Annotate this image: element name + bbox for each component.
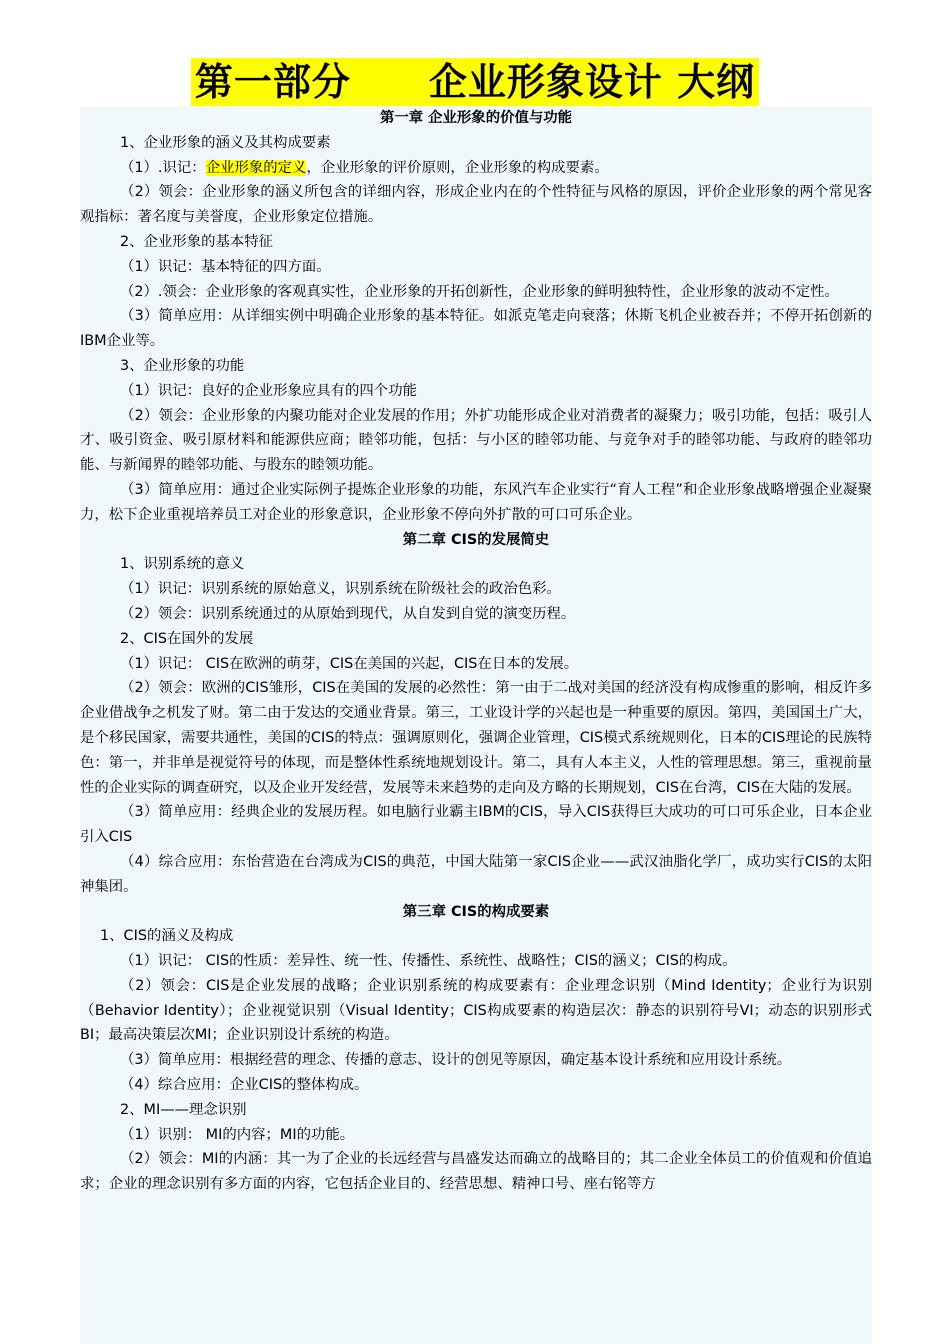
document-body (80, 106, 872, 1344)
highlighted-text: 企业形象的定义 (205, 159, 307, 176)
ch1-s1-item-2: （2）领会：企业形象的涵义所包含的详细内容，形成企业内在的个性特征与风格的原因，评价企业形象的两个常见客观指标：著名度与美誉度，企业形象定位措施。 (80, 184, 872, 226)
ch1-s2-item-1: （1）识记：基本特征的四方面。 (120, 258, 331, 275)
ch2-s2-item-1: （1）识记： CIS在欧洲的萌芽，CIS在美国的兴起，CIS在日本的发展。 (120, 655, 579, 672)
ch1-s3-item-3: （3）简单应用：通过企业实际例子提炼企业形象的功能，东风汽车企业实行“育人工程”和企业形象战略增强企业凝聚力，松下企业重视培养员工对企业的形象意识，企业形象不停向外扩散的可口可乐企业。 (80, 481, 872, 523)
ch3-section-2: 2、MI——理念识别 (120, 1101, 247, 1118)
chapter-2-heading: 第二章 CIS的发展简史 (402, 531, 550, 548)
ch3-s2-item-2: （2）领会：MI的内涵：其一为了企业的长远经营与昌盛发达而确立的战略目的；其二企业全体员工的价值观和价值追求；企业的理念识别有多方面的内容，它包括企业目的、经营思想、精神口号、座右铭等方 (80, 1151, 872, 1193)
document-title: 第一部分 企业形象设计 大纲 (191, 58, 759, 106)
ch2-s2-item-3: （3）简单应用：经典企业的发展历程。如电脑行业霸主IBM的CIS，导入CIS获得巨大成功的可口可乐企业，日本企业引入CIS (80, 804, 872, 846)
chapter-3-heading: 第三章 CIS的构成要素 (402, 903, 550, 920)
ch1-section-3: 3、企业形象的功能 (120, 357, 245, 374)
ch2-s2-item-4: （4）综合应用：东怡营造在台湾成为CIS的典范，中国大陆第一家CIS企业——武汉油脂化学厂，成功实行CIS的太阳神集团。 (80, 853, 872, 895)
ch1-section-1: 1、企业形象的涵义及其构成要素 (120, 134, 331, 151)
chapter-1-heading: 第一章 企业形象的价值与功能 (379, 110, 573, 126)
ch1-section-2: 2、企业形象的基本特征 (120, 233, 274, 250)
ch1-s3-item-1: （1）识记：良好的企业形象应具有的四个功能 (120, 382, 417, 399)
ch1-s2-item-3: （3）简单应用：从详细实例中明确企业形象的基本特征。如派克笔走向衰落；休斯飞机企业被吞并；不停开拓创新的IBM企业等。 (80, 308, 872, 350)
ch3-s1-item-4: （4）综合应用：企业CIS的整体构成。 (120, 1077, 369, 1094)
ch3-section-1: 1、CIS的涵义及构成 (100, 928, 234, 945)
ch2-s1-item-2: （2）领会：识别系统通过的从原始到现代，从自发到自觉的演变历程。 (120, 605, 576, 622)
ch3-s1-item-3: （3）简单应用：根据经营的理念、传播的意志、设计的创见等原因，确定基本设计系统和应用设计系统。 (120, 1052, 792, 1069)
ch3-s1-item-2: （2）领会：CIS是企业发展的战略；企业识别系统的构成要素有：企业理念识别（Mind Identity；企业行为识别（Behavior Identity）；企业视觉识别（Visual Identity；CIS构成要素的构造层次：静态的识别符号VI；动态的识别形式 BI；最高决策层次MI；企业识别设计系统的构造。 (80, 977, 872, 1044)
ch2-s2-item-2: （2）领会：欧洲的CIS雏形，CIS在美国的发展的必然性：第一由于二战对美国的经济没有构成惨重的影响，相反许多企业借战争之机发了财。第二由于发达的交通业背景。第三，工业设计学的兴起也是一种重要的原因。第四，美国国土广大，是个移民国家，需要共通性，美国的CIS的特点：强调原则化，强调企业管理，CIS模式系统规则化，日本的CIS理论的民族特色：第一，并非单是视觉符号的体现，而是整体性系统地规划设计。第二，具有人本主义，人性的管理思想。第三，重视前量性的企业实际的调查研究，以及企业开发经营，发展等未来趋势的走向及方略的长期规划，CIS在台湾，CIS在大陆的发展。 (80, 680, 872, 796)
ch1-s1-item-1-prefix: （1）.识记： (120, 159, 206, 176)
title-wrap (0, 58, 950, 106)
ch1-s1-item-1-suffix: ，企业形象的评价原则，企业形象的构成要素。 (306, 159, 609, 176)
ch2-section-2: 2、CIS在国外的发展 (120, 630, 254, 647)
ch3-s2-item-1: （1）识别： MI的内容；MI的功能。 (120, 1126, 355, 1143)
ch3-s1-item-1: （1）识记： CIS的性质：差异性、统一性、传播性、系统性、战略性；CIS的涵义；CIS的构成。 (120, 953, 737, 970)
ch1-s1-item-1 (80, 156, 872, 181)
ch1-s2-item-2: （2）.领会：企业形象的客观真实性，企业形象的开拓创新性，企业形象的鲜明独特性，企业形象的波动不定性。 (120, 283, 839, 300)
ch2-s1-item-1: （1）识记：识别系统的原始意义，识别系统在阶级社会的政治色彩。 (120, 581, 561, 598)
ch2-section-1: 1、识别系统的意义 (120, 556, 245, 573)
ch1-s3-item-2: （2）领会：企业形象的内聚功能对企业发展的作用；外扩功能形成企业对消费者的凝聚力；吸引功能，包括：吸引人才、吸引资金、吸引原材料和能源供应商；睦邻功能，包括：与小区的睦邻功能、与竞争对手的睦邻功能、与政府的睦邻功能、与新闻界的睦邻功能、与股东的睦领功能。 (80, 407, 872, 474)
